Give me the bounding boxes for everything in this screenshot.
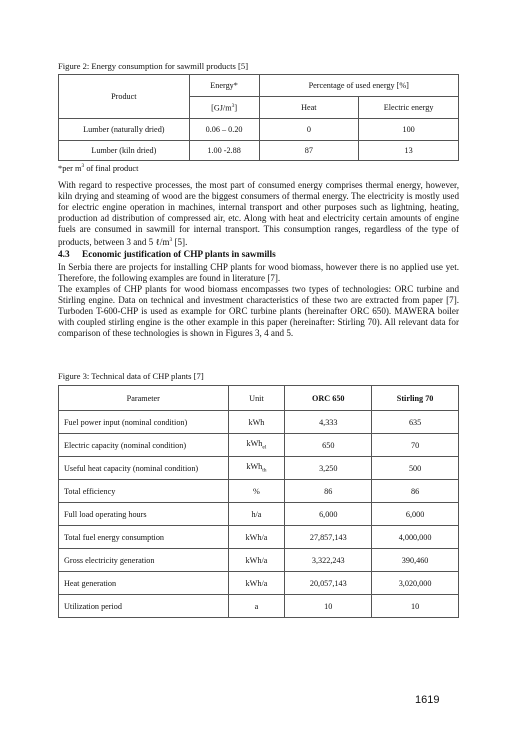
- cell-parameter: Electric capacity (nominal condition): [59, 434, 229, 457]
- table-row: [59, 434, 459, 457]
- figure2-caption: Figure 2: Energy consumption for sawmill products [5]: [58, 61, 249, 71]
- cell-stirling-70: 6,000: [372, 503, 459, 526]
- energy-consumption-table: [58, 74, 459, 161]
- cell-orc-650: 6,000: [285, 503, 372, 526]
- cell-orc-650: 4,333: [285, 411, 372, 434]
- cell-heat: 0: [259, 119, 359, 141]
- cell-orc-650: 650: [285, 434, 372, 457]
- cell-energy: 1.00 -2.88: [189, 141, 259, 161]
- cell-orc-650: 20,057,143: [285, 572, 372, 595]
- cell-unit: kWh/a: [228, 572, 285, 595]
- page-number: 1619: [415, 694, 440, 706]
- table-row: [59, 119, 459, 141]
- table-row: [59, 526, 459, 549]
- table-row: [59, 457, 459, 480]
- header-percentage: Percentage of used energy [%]: [259, 75, 458, 97]
- cell-unit: a: [228, 595, 285, 618]
- header-orc-650: ORC 650: [285, 386, 372, 411]
- cell-parameter: Gross electricity generation: [59, 549, 229, 572]
- header-unit: Unit: [228, 386, 285, 411]
- cell-stirling-70: 635: [372, 411, 459, 434]
- table-footnote: *per $m^3$ of final product: [58, 163, 139, 173]
- cell-heat: 87: [259, 141, 359, 161]
- cell-product: Lumber (kiln dried): [59, 141, 190, 161]
- header-product: Product: [59, 75, 190, 119]
- cell-unit: h/a: [228, 503, 285, 526]
- figure3-caption: Figure 3: Technical data of CHP plants [7]: [58, 371, 204, 381]
- paragraph-chp-examples: The examples of CHP plants for wood biomass encompasses two types of technologies: ORC turbine and Stirling engine. Data on technical and investment characteristics of these two are extracted from paper [7]. Turboden T-600-CHP is used as example for ORC turbine plants (hereinafter ORC 650). MAWERA boiler with coupled stirling engine is the other example in this paper (hereinafter: Stirling 70). All relevant data for comparison of these technologies is shown in Figures 3, 4 and 5.: [58, 284, 459, 339]
- cell-electric: 100: [359, 119, 459, 141]
- cell-stirling-70: 500: [372, 457, 459, 480]
- cell-unit: kWh: [228, 411, 285, 434]
- table-row: [59, 549, 459, 572]
- header-stirling-70: Stirling 70: [372, 386, 459, 411]
- cell-stirling-70: 3,020,000: [372, 572, 459, 595]
- table-row: [59, 411, 459, 434]
- cell-orc-650: 3,250: [285, 457, 372, 480]
- paragraph-serbia-projects: In Serbia there are projects for installing CHP plants for wood biomass, however there is no applied use yet. Therefore, the following examples are found in literature [7].: [58, 262, 459, 284]
- cell-stirling-70: 4,000,000: [372, 526, 459, 549]
- cell-unit: kWh$_{el}$: [228, 434, 285, 457]
- table-row: [59, 572, 459, 595]
- cell-parameter: Utilization period: [59, 595, 229, 618]
- cell-unit: %: [228, 480, 285, 503]
- cell-parameter: Heat generation: [59, 572, 229, 595]
- chp-table-body: [59, 411, 459, 618]
- cell-stirling-70: 70: [372, 434, 459, 457]
- table-row: [59, 503, 459, 526]
- cell-product: Lumber (naturally dried): [59, 119, 190, 141]
- header-electric: Electric energy: [359, 97, 459, 119]
- cell-parameter: Useful heat capacity (nominal condition): [59, 457, 229, 480]
- cell-parameter: Full load operating hours: [59, 503, 229, 526]
- cell-orc-650: 86: [285, 480, 372, 503]
- cell-parameter: Fuel power input (nominal condition): [59, 411, 229, 434]
- cell-orc-650: 3,322,243: [285, 549, 372, 572]
- section-heading: 4.3 Economic justification of CHP plants in sawmills: [58, 250, 276, 260]
- cell-unit: kWh/a: [228, 549, 285, 572]
- table-row: [59, 480, 459, 503]
- cell-parameter: Total efficiency: [59, 480, 229, 503]
- cell-unit: kWh$_{th}$: [228, 457, 285, 480]
- cell-orc-650: 27,857,143: [285, 526, 372, 549]
- cell-parameter: Total fuel energy consumption: [59, 526, 229, 549]
- paragraph-energy-consumption: With regard to respective processes, the most part of consumed energy comprises thermal energy, however, kiln drying and steaming of wood are the biggest consumers of thermal energy. The electricity is mostly used for electric engine operation in machines, internal transport and other purposes such as lightning, heating, production ad distribution of compressed air, etc. Along with heat and electricity certain amounts of engine fuels are consumed in sawmill for internal transport. This consumption ranges, regardless of the type of products, between 3 and 5 $\ell/m^3$ [5].: [58, 180, 459, 248]
- cell-stirling-70: 10: [372, 595, 459, 618]
- cell-energy: 0.06 – 0.20: [189, 119, 259, 141]
- chp-technical-data-table: [58, 385, 459, 618]
- table-row: [59, 141, 459, 161]
- cell-stirling-70: 86: [372, 480, 459, 503]
- cell-unit: kWh/a: [228, 526, 285, 549]
- table-row: [59, 595, 459, 618]
- header-parameter: Parameter: [59, 386, 229, 411]
- cell-orc-650: 10: [285, 595, 372, 618]
- header-energy-unit: $[GJ/m^3]$: [189, 97, 259, 119]
- cell-electric: 13: [359, 141, 459, 161]
- header-heat: Heat: [259, 97, 359, 119]
- header-energy: Energy*: [189, 75, 259, 97]
- cell-stirling-70: 390,460: [372, 549, 459, 572]
